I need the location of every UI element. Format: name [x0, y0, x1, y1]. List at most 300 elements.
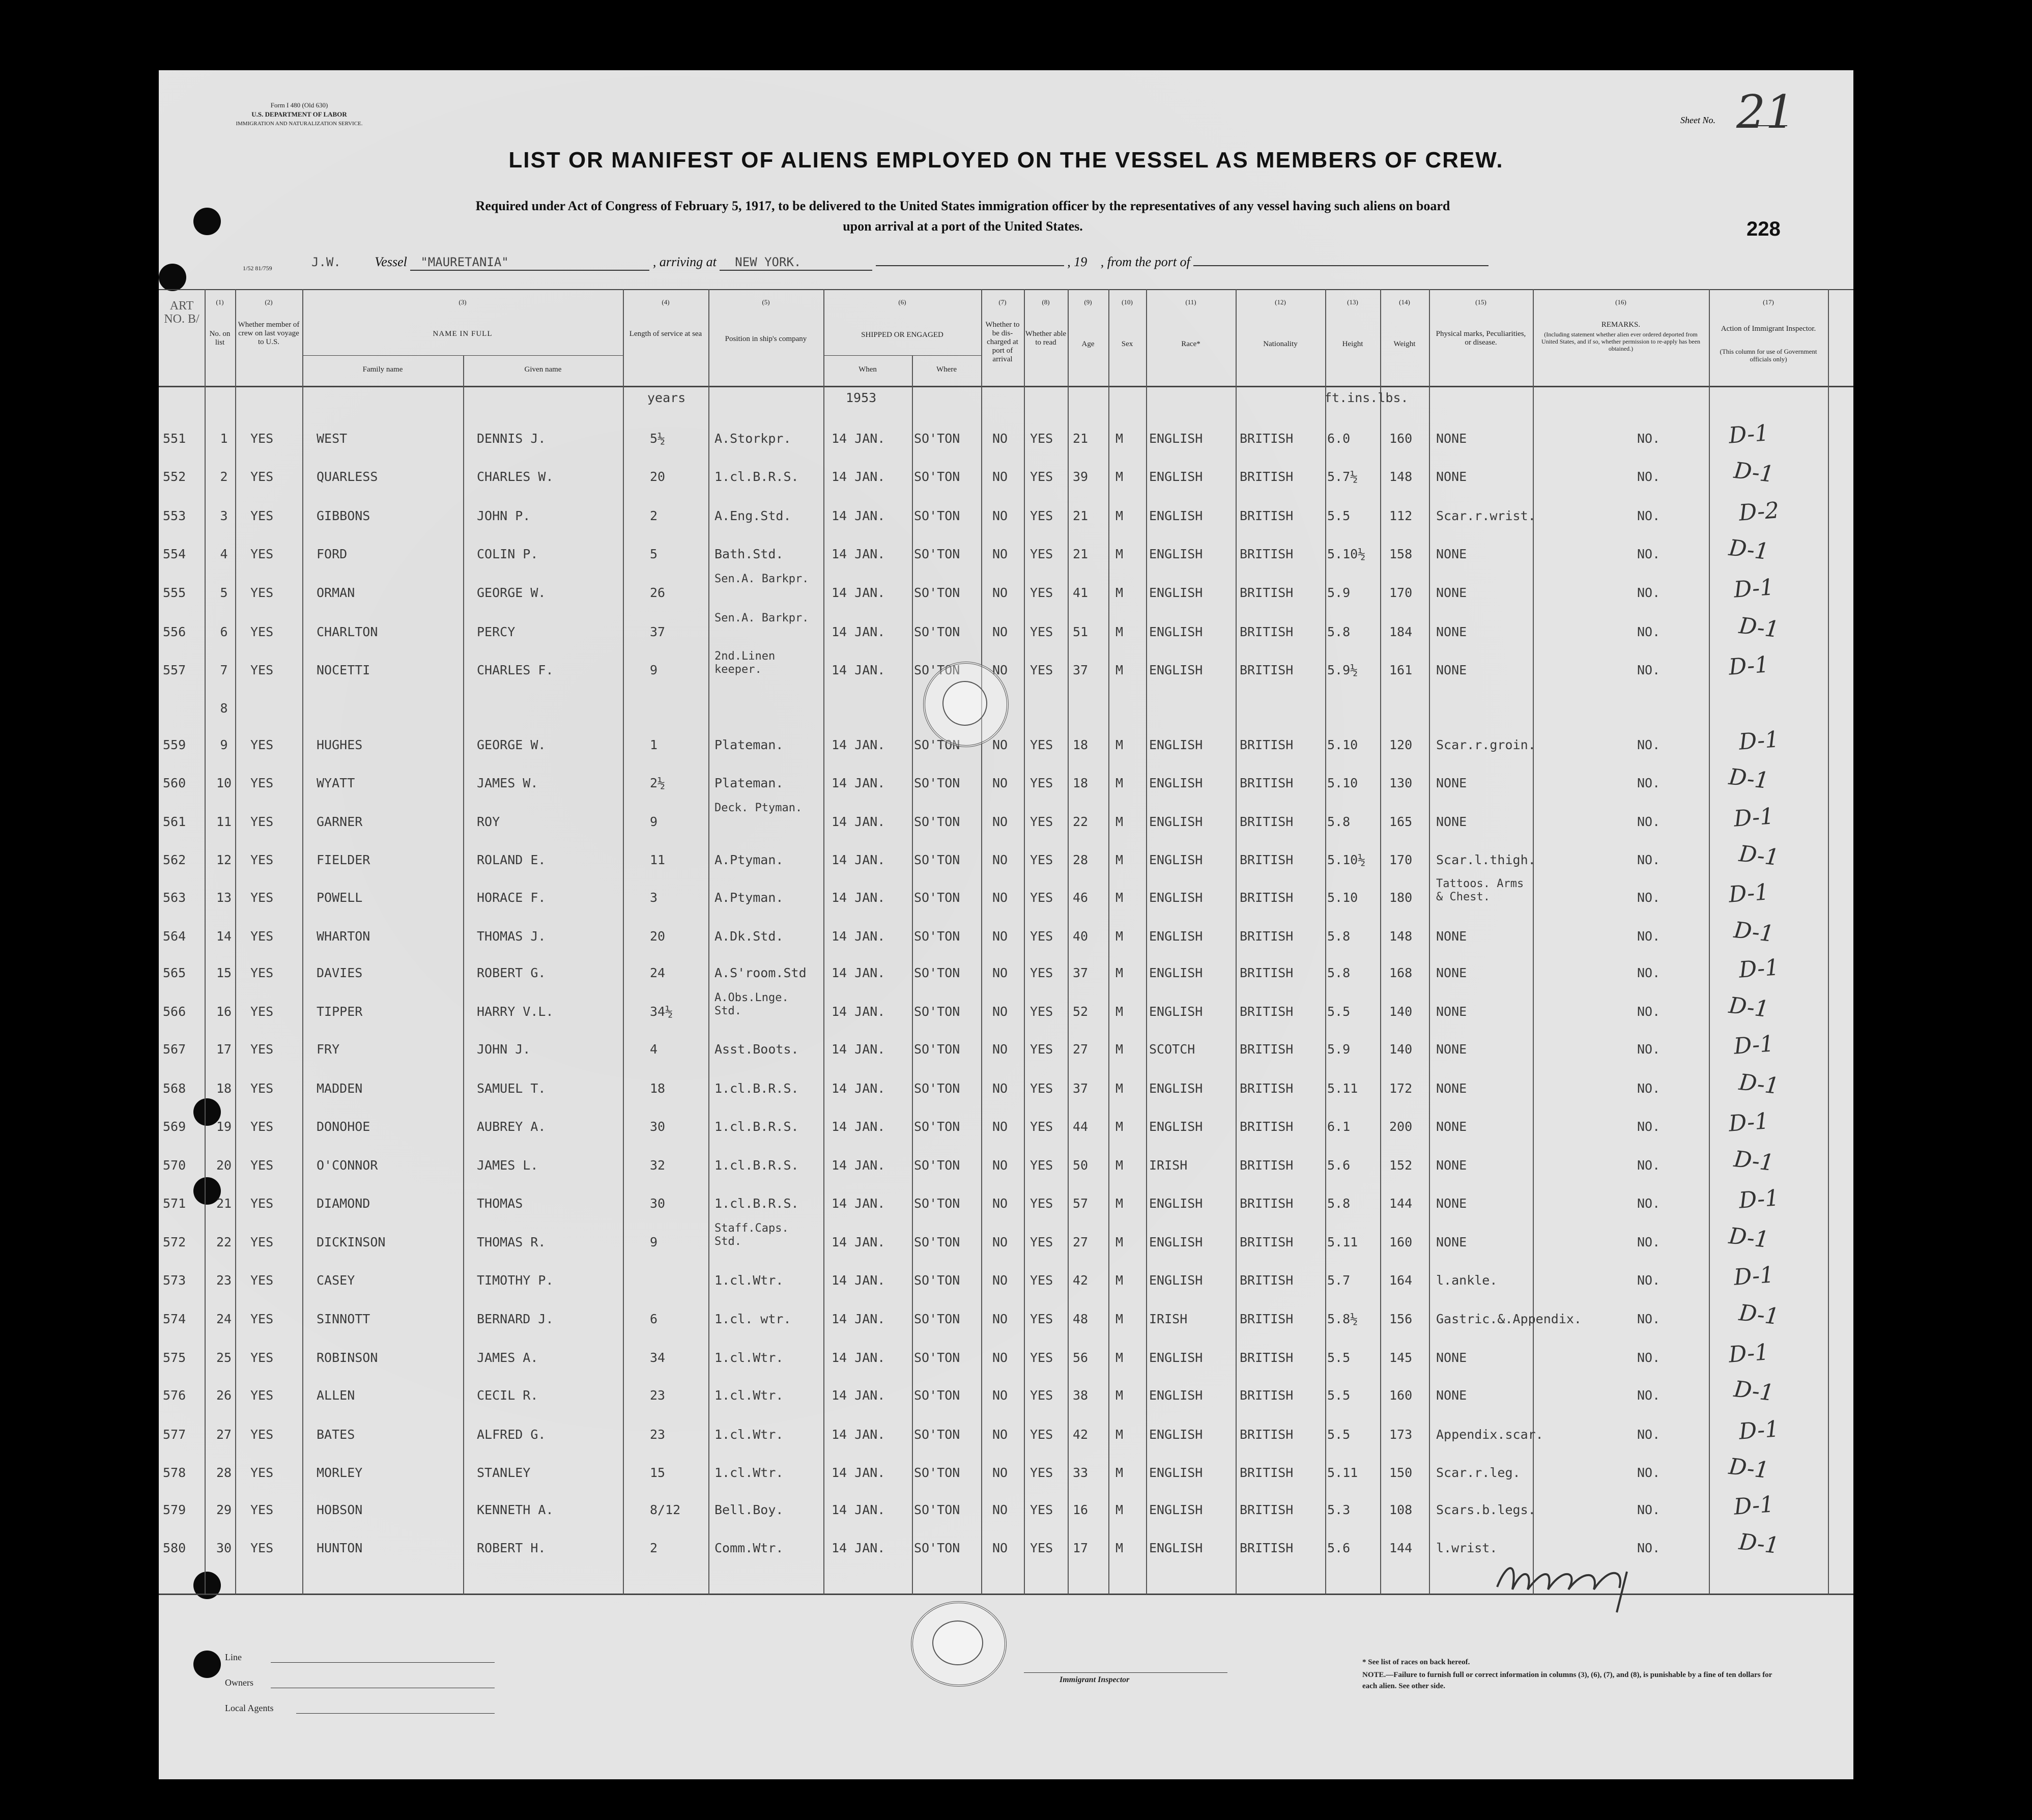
remarks: NO.: [1637, 852, 1661, 867]
discharged: NO: [992, 1388, 1008, 1403]
age: 38: [1073, 1388, 1089, 1403]
sex: M: [1115, 585, 1124, 600]
age: 42: [1073, 1427, 1089, 1442]
inspector-label: Immigrant Inspector: [1060, 1675, 1130, 1684]
sex: M: [1115, 663, 1124, 677]
able-to-read: YES: [1030, 1388, 1053, 1403]
service-length: 23: [650, 1427, 666, 1442]
shipped-where: SO'TON: [914, 547, 960, 561]
list-no: 28: [216, 1465, 232, 1480]
arriving-label: , arriving at: [652, 254, 717, 269]
able-to-read: YES: [1030, 737, 1053, 752]
weight: 172: [1389, 1081, 1413, 1096]
age: 22: [1073, 814, 1089, 829]
sex: M: [1115, 1042, 1124, 1057]
given-name: ROBERT G.: [477, 965, 546, 980]
family-name: O'CONNOR: [317, 1158, 378, 1173]
height: 5.10: [1327, 737, 1358, 752]
sex: M: [1115, 1004, 1124, 1019]
height: 5.8: [1327, 624, 1351, 639]
able-to-read: YES: [1030, 1042, 1053, 1057]
shipped-where: SO'TON: [914, 1235, 960, 1249]
age: 52: [1073, 1004, 1089, 1019]
colhead-discharged: Whether to be dis-charged at port of arrival: [985, 321, 1020, 363]
physical-marks: NONE: [1436, 929, 1467, 944]
race: ENGLISH: [1149, 1350, 1203, 1365]
shipped-where: SO'TON: [914, 624, 960, 639]
age: 40: [1073, 929, 1089, 944]
weight: 108: [1389, 1502, 1413, 1517]
sex: M: [1115, 1350, 1124, 1365]
shipped-when: 14 JAN.: [832, 547, 885, 561]
inspector-action: D-1: [1738, 1416, 1780, 1445]
age: 33: [1073, 1465, 1089, 1480]
art-no: 554: [163, 547, 186, 561]
service-length: 2: [650, 1541, 658, 1555]
family-name: DIAMOND: [317, 1196, 370, 1211]
discharged: NO: [992, 431, 1008, 446]
physical-marks: Scars.b.legs.: [1436, 1502, 1536, 1517]
able-to-read: YES: [1030, 1541, 1053, 1555]
colhead-height: Height: [1342, 340, 1363, 348]
physical-marks: NONE: [1436, 965, 1467, 980]
shipped-where: SO'TON: [914, 1119, 960, 1134]
col-divider: [235, 289, 236, 1595]
crew-last-voyage: YES: [250, 737, 274, 752]
art-no: 572: [163, 1235, 186, 1249]
remarks: NO.: [1637, 965, 1661, 980]
list-no: 26: [216, 1388, 232, 1403]
race: ENGLISH: [1149, 852, 1203, 867]
inspector-action: D-1: [1738, 726, 1780, 755]
able-to-read: YES: [1030, 1196, 1053, 1211]
colnum-7: (7): [998, 298, 1007, 306]
discharged: NO: [992, 1004, 1008, 1019]
crew-last-voyage: YES: [250, 776, 274, 790]
art-no: 565: [163, 965, 186, 980]
family-name: ROBINSON: [317, 1350, 378, 1365]
race: ENGLISH: [1149, 776, 1203, 790]
remarks: NO.: [1637, 431, 1661, 446]
family-name: MORLEY: [317, 1465, 363, 1480]
nationality: BRITISH: [1240, 1158, 1294, 1173]
discharged: NO: [992, 508, 1008, 523]
discharged: NO: [992, 469, 1008, 484]
physical-marks: NONE: [1436, 663, 1467, 677]
able-to-read: YES: [1030, 1004, 1053, 1019]
race: ENGLISH: [1149, 1502, 1203, 1517]
discharged: NO: [992, 1273, 1008, 1288]
family-name: ALLEN: [317, 1388, 355, 1403]
crew-last-voyage: YES: [250, 1273, 274, 1288]
physical-marks: NONE: [1436, 624, 1467, 639]
age: 39: [1073, 469, 1089, 484]
race: SCOTCH: [1149, 1042, 1195, 1057]
height: 5.8½: [1327, 1312, 1358, 1326]
col-divider: [1380, 289, 1381, 1595]
shipped-where: SO'TON: [914, 1273, 960, 1288]
shipped-when: 14 JAN.: [832, 1465, 885, 1480]
weight: 156: [1389, 1312, 1413, 1326]
shipped-when: 14 JAN.: [832, 1350, 885, 1365]
form-number: Form I 480 (Old 630): [270, 101, 328, 109]
position: A.Ptyman.: [714, 852, 784, 867]
art-no: 569: [163, 1119, 186, 1134]
remarks: NO.: [1637, 737, 1661, 752]
weight: 170: [1389, 852, 1413, 867]
weight: 158: [1389, 547, 1413, 561]
position: A.Obs.Lnge. Std.: [714, 991, 789, 1017]
shipped-when: 14 JAN.: [832, 1502, 885, 1517]
family-name: FRY: [317, 1042, 340, 1057]
nationality: BRITISH: [1240, 1273, 1294, 1288]
shipped-when: 14 JAN.: [832, 1388, 885, 1403]
race: ENGLISH: [1149, 663, 1203, 677]
nationality: BRITISH: [1240, 1196, 1294, 1211]
shipped-when: 14 JAN.: [832, 663, 885, 677]
inspector-action: D-1: [1738, 1185, 1780, 1214]
weight: 140: [1389, 1042, 1413, 1057]
age: 42: [1073, 1273, 1089, 1288]
shipped-where: SO'TON: [914, 1502, 960, 1517]
family-name: SINNOTT: [317, 1312, 370, 1326]
given-name: KENNETH A.: [477, 1502, 554, 1517]
sex: M: [1115, 547, 1124, 561]
form-header: [208, 101, 391, 128]
nationality: BRITISH: [1240, 624, 1294, 639]
shipped-when: 14 JAN.: [832, 776, 885, 790]
able-to-read: YES: [1030, 508, 1053, 523]
crew-last-voyage: YES: [250, 624, 274, 639]
family-name: HUGHES: [317, 737, 363, 752]
crew-last-voyage: YES: [250, 663, 274, 677]
race: ENGLISH: [1149, 965, 1203, 980]
table-header-border: [159, 386, 1853, 387]
shipped-when: 14 JAN.: [832, 624, 885, 639]
shipped-when: 14 JAN.: [832, 1273, 885, 1288]
shipped-subhead-line: [823, 355, 981, 356]
inspector-action: D-1: [1727, 764, 1770, 794]
inspector-action: D-1: [1728, 1108, 1770, 1137]
discharged: NO: [992, 890, 1008, 905]
art-no: 551: [163, 431, 186, 446]
nationality: BRITISH: [1240, 1465, 1294, 1480]
weight: 160: [1389, 1235, 1413, 1249]
colhead-where: Where: [936, 365, 957, 374]
crew-last-voyage: YES: [250, 1350, 274, 1365]
able-to-read: YES: [1030, 469, 1053, 484]
able-to-read: YES: [1030, 814, 1053, 829]
list-no: 4: [220, 547, 228, 561]
list-no: 19: [216, 1119, 232, 1134]
colnum-4: (4): [662, 298, 670, 306]
position: 1.cl.Wtr.: [714, 1427, 784, 1442]
family-name: POWELL: [317, 890, 363, 905]
family-name: WEST: [317, 431, 348, 446]
remarks: NO.: [1637, 508, 1661, 523]
art-no: 561: [163, 814, 186, 829]
able-to-read: YES: [1030, 1350, 1053, 1365]
age: 21: [1073, 431, 1089, 446]
race: ENGLISH: [1149, 1081, 1203, 1096]
able-to-read: YES: [1030, 585, 1053, 600]
physical-marks: NONE: [1436, 547, 1467, 561]
discharged: NO: [992, 1427, 1008, 1442]
family-name: HUNTON: [317, 1541, 363, 1555]
height: 5.3: [1327, 1502, 1351, 1517]
service-length: 23: [650, 1388, 666, 1403]
physical-marks: NONE: [1436, 431, 1467, 446]
nationality: BRITISH: [1240, 929, 1294, 944]
subtitle-line-1: Required under Act of Congress of February 5, 1917, to be delivered to the United States immigration officer by the representatives of any vessel having such aliens on board: [475, 198, 1450, 213]
shipped-when: 14 JAN.: [832, 1042, 885, 1057]
discharged: NO: [992, 1312, 1008, 1326]
inspector-action: D-1: [1727, 992, 1770, 1022]
shipped-where: SO'TON: [914, 508, 960, 523]
age: 41: [1073, 585, 1089, 600]
department: U.S. DEPARTMENT OF LABOR: [251, 110, 347, 118]
colhead-crew-last-voyage: Whether member of crew on last voyage to U.S.: [238, 321, 300, 346]
weight: 200: [1389, 1119, 1413, 1134]
list-no: 12: [216, 852, 232, 867]
shipped-when: 14 JAN.: [832, 1158, 885, 1173]
able-to-read: YES: [1030, 1235, 1053, 1249]
able-to-read: YES: [1030, 663, 1053, 677]
family-name: WHARTON: [317, 929, 370, 944]
family-name: TIPPER: [317, 1004, 363, 1019]
nationality: BRITISH: [1240, 1081, 1294, 1096]
age: 16: [1073, 1502, 1089, 1517]
discharged: NO: [992, 965, 1008, 980]
col-divider: [1108, 289, 1109, 1595]
art-no: 556: [163, 624, 186, 639]
able-to-read: YES: [1030, 929, 1053, 944]
able-to-read: YES: [1030, 431, 1053, 446]
physical-marks: Scar.l.thigh.: [1436, 852, 1536, 867]
weight: 140: [1389, 1004, 1413, 1019]
position: 1.cl.Wtr.: [714, 1350, 784, 1365]
given-name: THOMAS R.: [477, 1235, 546, 1249]
height: 5.5: [1327, 508, 1351, 523]
family-name: DONOHOE: [317, 1119, 370, 1134]
height: 5.7½: [1327, 469, 1358, 484]
discharged: NO: [992, 929, 1008, 944]
height: 6.0: [1327, 431, 1351, 446]
list-no: 6: [220, 624, 228, 639]
able-to-read: YES: [1030, 624, 1053, 639]
crew-last-voyage: YES: [250, 1158, 274, 1173]
shipped-when: 14 JAN.: [832, 852, 885, 867]
colhead-able-to-read: Whether able to read: [1025, 330, 1067, 347]
colhead-physical-marks: Physical marks, Peculiarities, or disease.: [1436, 330, 1526, 347]
position: Bath.Std.: [714, 547, 784, 561]
remarks: NO.: [1637, 663, 1661, 677]
sex: M: [1115, 1119, 1124, 1134]
owners-label: Owners: [225, 1677, 253, 1688]
race: ENGLISH: [1149, 431, 1203, 446]
position: Comm.Wtr.: [714, 1541, 784, 1555]
colnum-2: (2): [265, 298, 273, 306]
position: 1.cl.B.R.S.: [714, 1081, 799, 1096]
race: ENGLISH: [1149, 1273, 1203, 1288]
inspector-action: D-1: [1737, 613, 1781, 643]
crew-last-voyage: YES: [250, 890, 274, 905]
shipped-where: SO'TON: [914, 431, 960, 446]
colnum-13: (13): [1347, 298, 1358, 306]
crew-last-voyage: YES: [250, 1541, 274, 1555]
nationality: BRITISH: [1240, 1119, 1294, 1134]
physical-marks: NONE: [1436, 1196, 1467, 1211]
shipped-when: 14 JAN.: [832, 965, 885, 980]
colhead-weight: Weight: [1393, 340, 1416, 348]
height: 6.1: [1327, 1119, 1351, 1134]
service-length: 5½: [650, 431, 666, 446]
col-divider: [1828, 289, 1829, 1595]
shipped-where: SO'TON: [914, 585, 960, 600]
remarks: NO.: [1637, 1042, 1661, 1057]
year-label: , 19: [1067, 254, 1087, 269]
height: 5.5: [1327, 1350, 1351, 1365]
family-name: WYATT: [317, 776, 355, 790]
weight: 161: [1389, 663, 1413, 677]
list-no: 22: [216, 1235, 232, 1249]
art-no: 575: [163, 1350, 186, 1365]
list-no: 11: [216, 814, 232, 829]
shipped-where: SO'TON: [914, 1427, 960, 1442]
sex: M: [1115, 508, 1124, 523]
height: 5.5: [1327, 1427, 1351, 1442]
physical-marks: NONE: [1436, 1350, 1467, 1365]
nationality: BRITISH: [1240, 1388, 1294, 1403]
weight: 160: [1389, 1388, 1413, 1403]
local-agents-label: Local Agents: [225, 1703, 274, 1713]
colhead-sex: Sex: [1121, 340, 1133, 348]
shipped-when: 14 JAN.: [832, 929, 885, 944]
col-divider: [1236, 289, 1237, 1595]
race: ENGLISH: [1149, 508, 1203, 523]
service-name: IMMIGRATION AND NATURALIZATION SERVICE.: [236, 121, 363, 127]
age: 27: [1073, 1235, 1089, 1249]
position: Bell.Boy.: [714, 1502, 784, 1517]
race: ENGLISH: [1149, 1235, 1203, 1249]
given-name: JAMES A.: [477, 1350, 538, 1365]
age: 50: [1073, 1158, 1089, 1173]
service-length: 15: [650, 1465, 666, 1480]
seal-stamp-inner: [932, 1620, 983, 1665]
age: 37: [1073, 663, 1089, 677]
list-no: 10: [216, 776, 232, 790]
discharged: NO: [992, 1081, 1008, 1096]
able-to-read: YES: [1030, 965, 1053, 980]
sex: M: [1115, 965, 1124, 980]
service-length: 34½: [650, 1004, 673, 1019]
col-divider: [1709, 289, 1710, 1595]
given-name: ROLAND E.: [477, 852, 546, 867]
remarks: NO.: [1637, 585, 1661, 600]
manifest-sheet: [159, 70, 1853, 1779]
nationality: BRITISH: [1240, 1541, 1294, 1555]
weight: 130: [1389, 776, 1413, 790]
list-no: 15: [216, 965, 232, 980]
position: 1.cl.B.R.S.: [714, 469, 799, 484]
weight: 184: [1389, 624, 1413, 639]
height: 5.10: [1327, 890, 1358, 905]
physical-marks: NONE: [1436, 1235, 1467, 1249]
age: 18: [1073, 737, 1089, 752]
remarks: NO.: [1637, 547, 1661, 561]
colnum-16: (16): [1615, 298, 1626, 306]
able-to-read: YES: [1030, 1312, 1053, 1326]
service-length: 30: [650, 1196, 666, 1211]
inspector-action: D-1: [1737, 1529, 1781, 1559]
given-name: TIMOTHY P.: [477, 1273, 554, 1288]
family-name: ORMAN: [317, 585, 355, 600]
age: 48: [1073, 1312, 1089, 1326]
crew-last-voyage: YES: [250, 1196, 274, 1211]
able-to-read: YES: [1030, 1273, 1053, 1288]
table-top-border: [159, 289, 1853, 290]
height: 5.9: [1327, 585, 1351, 600]
physical-marks: Gastric.&.Appendix.: [1436, 1312, 1582, 1326]
shipped-when: 14 JAN.: [832, 1119, 885, 1134]
physical-marks: NONE: [1436, 1042, 1467, 1057]
position: Plateman.: [714, 737, 784, 752]
age: 56: [1073, 1350, 1089, 1365]
shipped-where: SO'TON: [914, 469, 960, 484]
from-port-label: , from the port of: [1100, 254, 1190, 269]
crew-last-voyage: YES: [250, 547, 274, 561]
sex: M: [1115, 1196, 1124, 1211]
service-length: 26: [650, 585, 666, 600]
family-name: CASEY: [317, 1273, 355, 1288]
inspector-signature: [1492, 1541, 1660, 1617]
crew-last-voyage: YES: [250, 1465, 274, 1480]
physical-marks: NONE: [1436, 1081, 1467, 1096]
given-name: DENNIS J.: [477, 431, 546, 446]
shipped-where: SO'TON: [914, 1312, 960, 1326]
race: ENGLISH: [1149, 1388, 1203, 1403]
age: 44: [1073, 1119, 1089, 1134]
shipped-where: SO'TON: [914, 737, 960, 752]
service-length: 20: [650, 929, 666, 944]
inspector-action: D-1: [1727, 1454, 1770, 1484]
able-to-read: YES: [1030, 776, 1053, 790]
units-year: 1953: [846, 390, 877, 405]
print-code: 1/52 81/759: [243, 265, 272, 272]
inspector-action: D-1: [1732, 917, 1776, 947]
crew-last-voyage: YES: [250, 1004, 274, 1019]
nationality: BRITISH: [1240, 776, 1294, 790]
agents-underline: [296, 1713, 495, 1714]
race: ENGLISH: [1149, 929, 1203, 944]
remarks: NO.: [1637, 1388, 1661, 1403]
inspector-action: D-1: [1727, 1223, 1770, 1253]
inspector-action: D-1: [1737, 1069, 1781, 1099]
physical-marks: l.wrist.: [1436, 1541, 1498, 1555]
position: Plateman.: [714, 776, 784, 790]
height: 5.7: [1327, 1273, 1351, 1288]
service-length: 20: [650, 469, 666, 484]
sex: M: [1115, 469, 1124, 484]
family-name: GIBBONS: [317, 508, 370, 523]
age: 17: [1073, 1541, 1089, 1555]
colnum-8: (8): [1042, 298, 1050, 306]
sheet-label: Sheet No.: [1680, 115, 1715, 125]
discharged: NO: [992, 1541, 1008, 1555]
race: ENGLISH: [1149, 1541, 1203, 1555]
sex: M: [1115, 1312, 1124, 1326]
list-no: 21: [216, 1196, 232, 1211]
